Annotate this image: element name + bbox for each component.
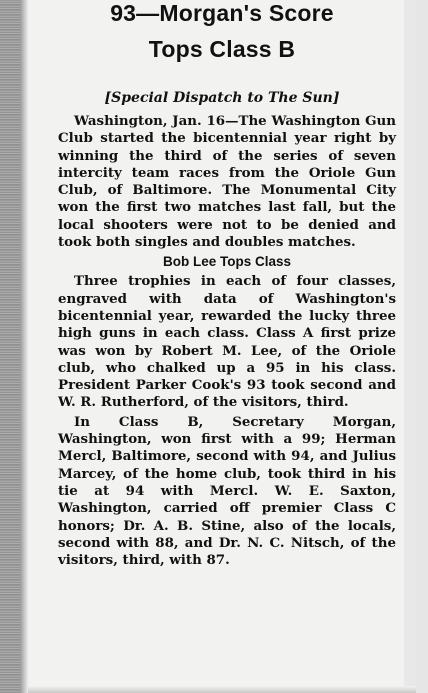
right-margin [404,0,416,693]
bottom-edge [28,686,416,693]
paragraph-1: Washington, Jan. 16—The Washington Gun Club started the bicentennial year right by winning the third of the series of seven intercity team races from the Oriole Gun Club, of Baltimore. The Monumental City won the first two matches last fall, but the local shooters were not to be denied and took both singles and doubles matches. [58,113,396,251]
headline-line-2: Tops Class B [148,36,296,62]
dispatch-credit: [Special Dispatch to The Sun] [104,90,340,106]
headline-line-1: 93—Morgan's Score [110,0,334,26]
page-gutter-shadow [20,0,28,693]
subhead: Bob Lee Tops Class [162,254,292,270]
scan-edge [0,0,20,693]
paragraph-3: In Class B, Secretary Morgan, Washington, won first with a 99; Herman Mercl, Baltimore, second with 94, and Julius Marcey, of the home club, took third in his tie at 94 with Mercl. W. E. Saxton, Washington, carried off premier Class C honors; Dr. A. B. Stine, also of the locals, second with 88, and Dr. N. C. Nitsch, of the visitors, third, with 87. [58,413,396,569]
article-body [58,113,396,251]
paragraph-2: Three trophies in each of four classes, engraved with data of Washington's bicentennial year, rewarded the lucky three high guns in each class. Class A first prize was won by Robert M. Lee, of the Oriole club, who chalked up a 95 in his class. President Parker Cook's 93 took second and W. R. Rutherford, of the visitors, third. [58,273,396,411]
article-column [28,0,416,693]
article-body-continued [58,273,396,569]
